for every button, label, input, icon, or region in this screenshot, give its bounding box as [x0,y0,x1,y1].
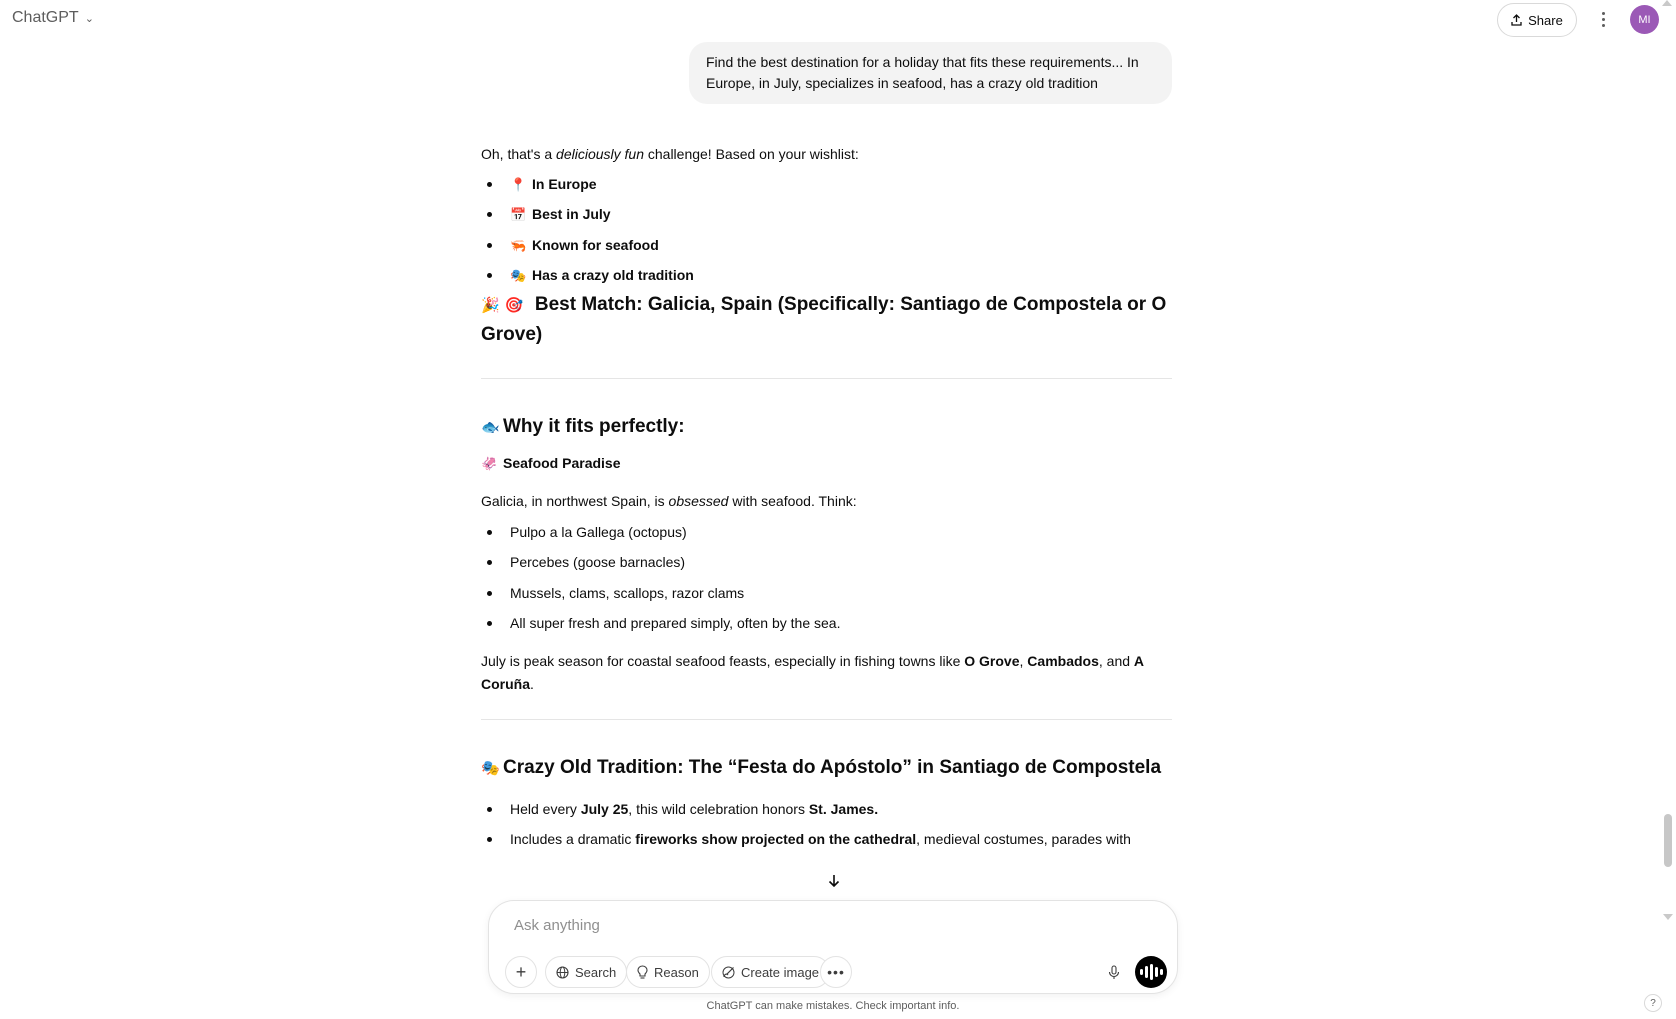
more-options-icon[interactable] [1596,8,1610,30]
lightbulb-icon [637,965,648,979]
intro-text: Oh, that's a [481,146,557,162]
period: . [530,676,534,692]
shrimp-icon: 🦐 [510,239,527,254]
july-paragraph [481,650,1172,696]
calendar-icon: 📅 [510,208,527,223]
list-item [481,522,1172,544]
microphone-icon [1108,965,1120,980]
search-button[interactable] [545,956,627,988]
wishlist-label: In Europe [532,176,597,192]
share-icon [1511,14,1522,26]
arrow-down-icon [828,874,840,888]
best-match-title: Best Match: Galicia, Spain (Specifically: Santiago de Compostela or O Grove) [481,294,1167,345]
includes-bold: fireworks show projected on the cathedral [635,831,917,847]
seafood-item: All super fresh and prepared simply, often by the sea. [510,615,841,631]
held-text-mid: , this wild celebration honors [628,801,809,817]
composer [488,900,1178,994]
share-button[interactable] [1497,3,1577,37]
tradition-title: Crazy Old Tradition: The “Festa do Apóstolo” in Santiago de Compostela [503,757,1162,778]
seafood-heading [481,453,1172,475]
list-item [481,265,1172,287]
list-item [481,235,1172,257]
attach-button[interactable] [505,956,537,988]
help-icon[interactable]: ? [1644,994,1662,1012]
scroll-down-arrow-icon[interactable] [1663,914,1673,920]
best-match-heading [481,290,1172,349]
seafood-item: Mussels, clams, scallops, razor clams [510,585,745,601]
list-item [481,583,1172,605]
separator: , [1019,653,1028,669]
list-item [481,829,1172,851]
plus-icon: + [515,962,527,982]
theater-masks-icon: 🎭 [481,759,500,777]
wishlist-label: Has a crazy old tradition [532,267,694,283]
galicia-text-end: with seafood. Think: [728,493,857,509]
globe-icon [556,966,569,979]
fish-icon: 🐟 [481,418,500,436]
divider [481,378,1172,379]
search-label: Search [575,964,617,980]
brush-icon [722,966,735,979]
seafood-item: Pulpo a la Gallega (octopus) [510,524,687,540]
town-name: O Grove [964,653,1020,669]
held-date: July 25 [580,801,629,817]
galicia-text: Galicia, in northwest Spain, is [481,493,669,509]
wishlist-label: Known for seafood [532,237,659,253]
list-item [481,799,1172,821]
top-bar [0,0,1676,40]
intro-emphasis: deliciously fun [556,146,644,162]
intro-paragraph [481,144,1172,165]
scroll-up-arrow-icon[interactable] [1662,0,1672,6]
more-tools-button[interactable] [820,956,852,988]
model-picker[interactable] [12,9,94,27]
party-target-icon: 🎉 🎯 [481,296,524,314]
includes-text-end: , medieval costumes, parades with [916,831,1131,847]
squid-icon: 🦑 [481,457,498,472]
scroll-to-bottom-button[interactable] [819,866,849,896]
dictate-button[interactable] [1098,956,1130,988]
reason-button[interactable] [626,956,710,988]
user-message: Find the best destination for a holiday that fits these requirements... In Europe, in July, specializes in seafood, has a crazy old tradition [689,42,1172,104]
includes-text: Includes a dramatic [510,831,636,847]
pin-icon: 📍 [510,178,527,193]
why-title: Why it fits perfectly: [503,416,685,437]
held-saint: St. James. [808,801,879,817]
model-name: ChatGPT [12,9,79,26]
reason-label: Reason [654,964,699,980]
list-item [481,204,1172,226]
galicia-emphasis: obsessed [668,493,729,509]
scrollbar-thumb[interactable] [1664,814,1672,867]
prompt-input[interactable]: Ask anything [514,917,600,934]
disclaimer: ChatGPT can make mistakes. Check important info. [706,1000,960,1012]
avatar[interactable]: MI [1630,5,1659,34]
why-heading [481,412,1172,442]
divider [481,719,1172,720]
ellipsis-icon: ••• [827,964,845,980]
july-text: July is peak season for coastal seafood feasts, especially in fishing towns like [481,653,965,669]
list-item [481,613,1172,635]
share-label: Share [1528,12,1563,28]
voice-mode-button[interactable] [1135,956,1167,988]
create-image-button[interactable] [711,956,830,988]
held-text: Held every [510,801,581,817]
list-item [481,174,1172,196]
tradition-heading [481,753,1172,783]
theater-masks-icon: 🎭 [510,269,527,284]
wishlist-label: Best in July [532,206,611,222]
list-item [481,552,1172,574]
separator: , and [1098,653,1134,669]
town-name: A Coruña [481,653,1144,692]
create-image-label: Create image [741,964,820,980]
chevron-down-icon: ⌄ [84,12,94,25]
seafood-item: Percebes (goose barnacles) [510,554,686,570]
intro-text-end: challenge! Based on your wishlist: [643,146,859,162]
town-name: Cambados [1027,653,1099,669]
seafood-title: Seafood Paradise [503,455,621,471]
galicia-paragraph [481,491,1172,512]
